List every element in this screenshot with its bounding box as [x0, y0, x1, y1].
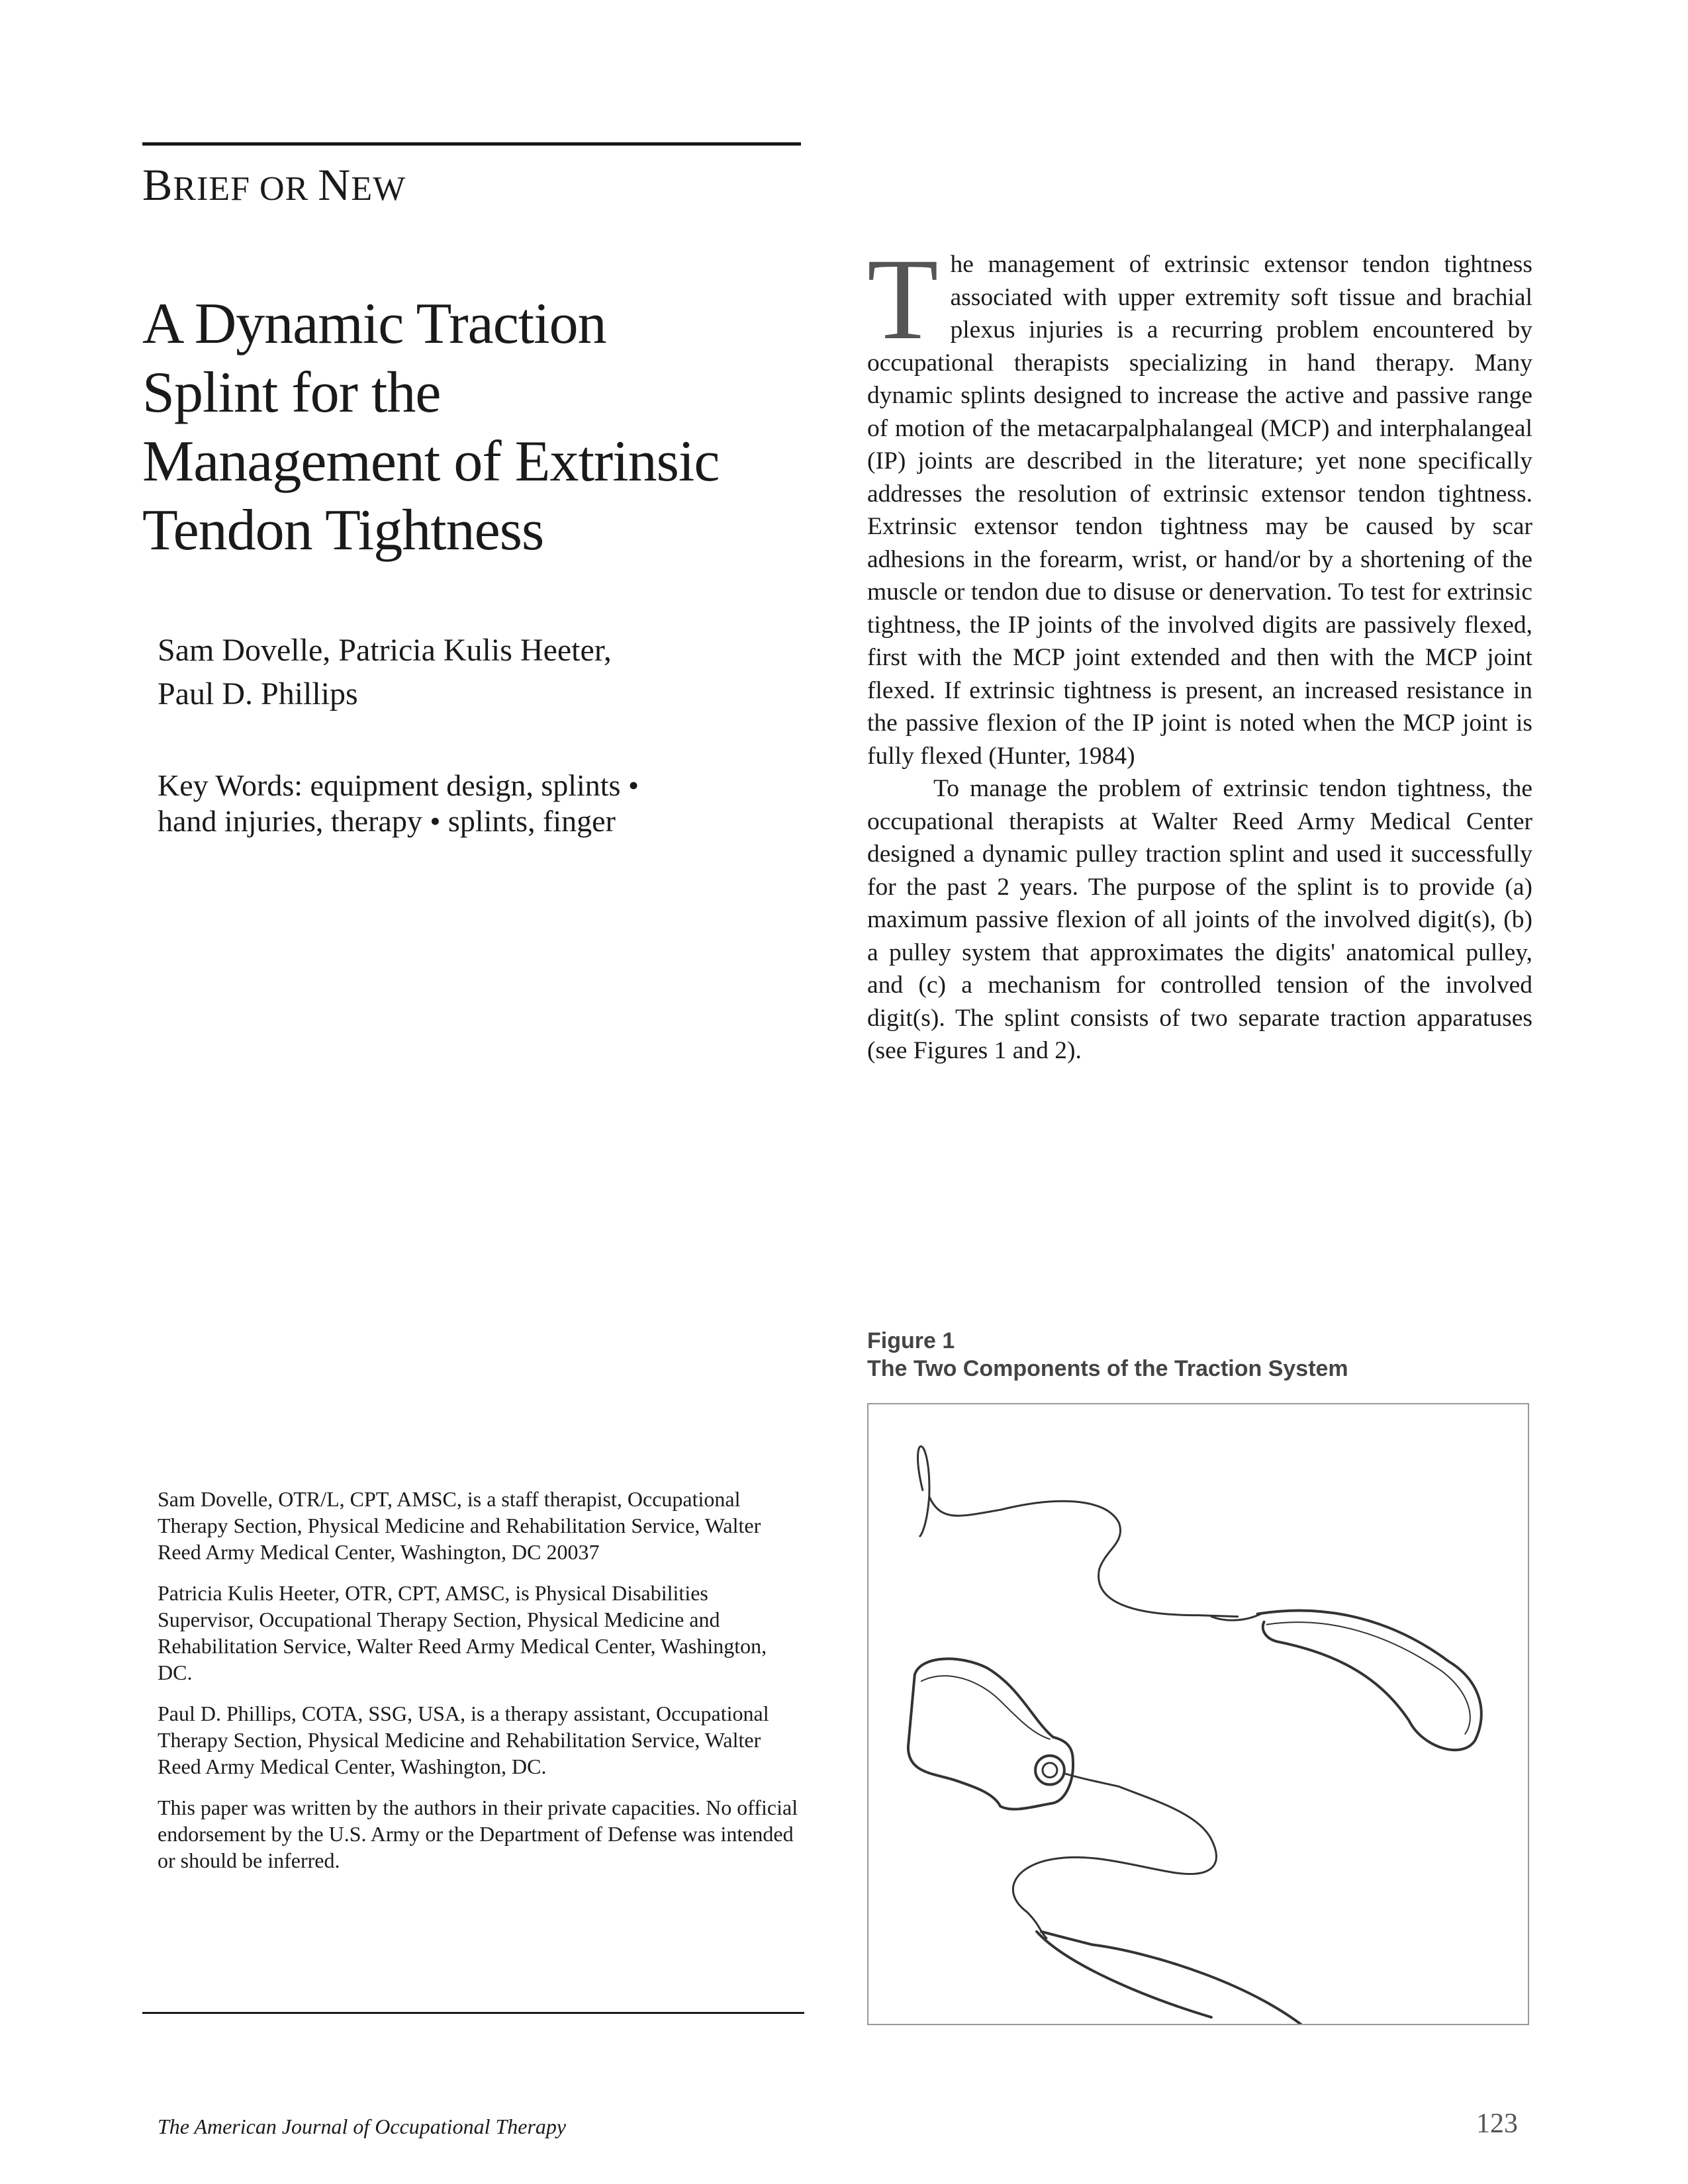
- disclaimer-note: This paper was written by the authors in their private capacities. No official endorsement by the U.S. Army or the Department of Defense was intended or should be inferred.: [158, 1796, 798, 1872]
- figure-illustration: [867, 1403, 1529, 2025]
- article-title: [142, 290, 831, 565]
- author-list: [158, 629, 820, 716]
- figure-caption: The Two Components of the Traction System: [867, 1356, 1348, 1381]
- author-affiliations: [158, 1486, 806, 1888]
- body-paragraph: To manage the problem of extrinsic tendon tightness, the occupational therapists at Walter Reed Army Medical Center designed a dynamic pulley traction splint and used it successfully for the past 2 years. The purpose of the splint is to provide (a) maximum passive flexion of all joints of the involved digit(s), (b) a pulley system that approximates the digits' anatomical pulley, and (c) a mechanism for controlled tension of the involved digit(s). The splint consists of two separate traction apparatuses (see Figures 1 and 2).: [867, 775, 1532, 1064]
- body-paragraph: [867, 235, 1532, 772]
- body-text-column: [867, 235, 1532, 1068]
- page-number: 123: [1476, 2109, 1518, 2139]
- header-rule: [142, 142, 801, 146]
- traction-system-drawing-icon: [868, 1404, 1528, 2024]
- section-title-initial: B: [142, 159, 173, 210]
- figure-label: Figure 1: [867, 1328, 955, 1353]
- affiliation-note: Sam Dovelle, OTR/L, CPT, AMSC, is a staff therapist, Occupational Therapy Section, Physical Medicine and Rehabilitation Service, Walter Reed Army Medical Center, Washington, DC 20037: [158, 1487, 761, 1564]
- authors-line: Paul D. Phillips: [158, 676, 358, 711]
- article-title-line: Tendon Tightness: [142, 498, 544, 563]
- drop-cap: T: [867, 235, 939, 364]
- paragraph-text: he management of extrinsic extensor tendon tightness associated with upper extremity soft tissue and brachial plexus injuries is a recurring problem encountered by occupational therapists specializing in hand therapy. Many dynamic splints designed to increase the active and passive range of motion of the metacarpalphalangeal (MCP) and interphalangeal (IP) joints are described in the literature; yet none specifically addresses the resolution of extrinsic extensor tendon tightness. Extrinsic extensor tendon tightness may be caused by scar adhesions in the forearm, wrist, or hand/or by a shortening of the muscle or tendon due to disuse or denervation. To test for extrinsic tightness, the IP joints of the involved digits are passively flexed, first with the MCP joint extended and then with the MCP joint flexed. If extrinsic tightness is present, an increased resistance in the passive flexion of the IP joint is noted when the MCP joint is fully flexed (Hunter, 1984): [867, 251, 1532, 770]
- keywords-line: hand injuries, therapy • splints, finger: [158, 804, 616, 838]
- article-title-line: Splint for the: [142, 361, 441, 425]
- affiliation-note: Patricia Kulis Heeter, OTR, CPT, AMSC, is Physical Disabilities Supervisor, Occupational Therapy Section, Physical Medicine and Rehabilitation Service, Walter Reed Army Medical Center, Washington, DC.: [158, 1581, 767, 1684]
- article-title-line: A Dynamic Traction: [142, 292, 606, 356]
- section-title: [142, 159, 406, 211]
- article-title-line: Management of Extrinsic: [142, 430, 720, 494]
- section-title-initial2: N: [318, 159, 352, 210]
- keywords-line: Key Words: equipment design, splints •: [158, 768, 639, 802]
- footnote-rule: [142, 2012, 804, 2014]
- section-title-part1: RIEF OR: [173, 170, 318, 208]
- affiliation-note: Paul D. Phillips, COTA, SSG, USA, is a therapy assistant, Occupational Therapy Section, Physical Medicine and Rehabilitation Service, Walter Reed Army Medical Center, Washington, DC.: [158, 1702, 769, 1778]
- authors-line: Sam Dovelle, Patricia Kulis Heeter,: [158, 633, 612, 668]
- journal-name: The American Journal of Occupational Therapy: [158, 2115, 567, 2138]
- keywords: [158, 768, 820, 839]
- section-title-part2: EW: [351, 170, 406, 208]
